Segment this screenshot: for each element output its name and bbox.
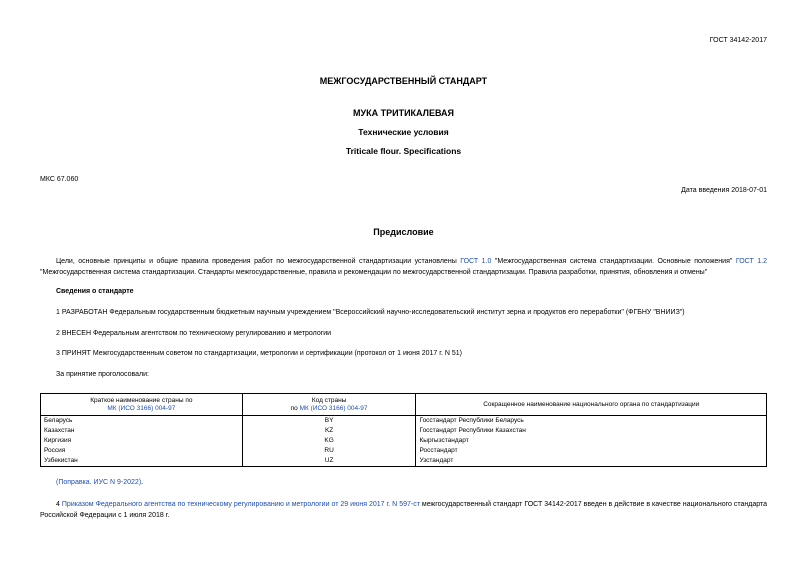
table-row xyxy=(41,446,767,456)
item-submitted-by: 2 ВНЕСЕН Федеральным агентством по техническому регулированию и метрологии xyxy=(56,330,332,337)
country-code: UZ xyxy=(242,456,416,467)
table-row xyxy=(41,456,767,467)
country-code: KG xyxy=(242,436,416,446)
standards-body: Узстандарт xyxy=(416,456,767,467)
column-header-body: Сокращенное наименование национального органа по стандартизации xyxy=(416,394,767,416)
gost-1-0-link[interactable]: ГОСТ 1.0 xyxy=(460,258,492,265)
country-code: BY xyxy=(242,416,416,427)
foreword-heading: Предисловие xyxy=(373,227,434,237)
correction-link[interactable]: (Поправка. ИУС N 9-2022) xyxy=(56,479,142,486)
item-developed-by: 1 РАЗРАБОТАН Федеральным государственным бюджетным научным учреждением "Всероссийский научно-исследовательский институт зерна и продуктов его переработки" (ФГБНУ "ВНИИЗ") xyxy=(56,309,685,316)
country-code: KZ xyxy=(242,426,416,436)
voted-label: За принятие проголосовали: xyxy=(56,371,149,378)
standard-info-heading: Сведения о стандарте xyxy=(56,288,134,295)
column-header-code-line1: Код страны xyxy=(311,396,347,404)
column-header-country-line1: Краткое наименование страны по xyxy=(90,396,193,404)
country-name: Беларусь xyxy=(41,416,243,427)
foreword-text-mid: "Межгосударственная система стандартизации. Основные положения" xyxy=(491,258,736,265)
table-header-row xyxy=(41,394,767,416)
column-header-code xyxy=(242,394,416,416)
table-row xyxy=(41,416,767,427)
mks-code: МКС 67.060 xyxy=(40,176,79,183)
column-header-country xyxy=(41,394,243,416)
country-name: Казахстан xyxy=(41,426,243,436)
countries-table xyxy=(40,393,767,467)
item4-rest: межгосударственный стандарт ГОСТ 34142-2017 введен в действие в качестве национального стандарта Российской Федерации с 1 июля 2018 г. xyxy=(40,501,767,519)
country-name: Узбекистан xyxy=(41,456,243,467)
subtitle: Технические условия xyxy=(358,127,449,137)
standards-body: Кыргызстандарт xyxy=(416,436,767,446)
column-header-code-prefix: по xyxy=(290,404,300,412)
country-name: Россия xyxy=(41,446,243,456)
item-enacted-paragraph xyxy=(40,499,767,521)
document-code: ГОСТ 34142-2017 xyxy=(709,37,767,44)
item-adopted-by: 3 ПРИНЯТ Межгосударственным советом по стандартизации, метрологии и сертификации (протокол от 1 июня 2017 г. N 51) xyxy=(56,350,462,357)
order-link[interactable]: Приказом Федерального агентства по техническому регулированию и метрологии от 29 июня 2017 г. N 597-ст xyxy=(61,501,420,508)
standards-body: Госстандарт Республики Казахстан xyxy=(416,426,767,436)
foreword-paragraph xyxy=(40,256,767,278)
table-row xyxy=(41,426,767,436)
gost-1-2-link[interactable]: ГОСТ 1.2 xyxy=(735,258,767,265)
correction-suffix: . xyxy=(141,479,144,486)
standards-body: Госстандарт Республики Беларусь xyxy=(416,416,767,427)
correction-note xyxy=(56,479,143,486)
standards-body: Росстандарт xyxy=(416,446,767,456)
country-name: Киргизия xyxy=(41,436,243,446)
product-title: МУКА ТРИТИКАЛЕВАЯ xyxy=(353,108,454,118)
subtitle-english: Triticale flour. Specifications xyxy=(345,146,462,156)
foreword-text-end: "Межгосударственная система стандартизации. Стандарты межгосударственные, правила и рекомендации по межгосударственной стандартизации. Правила разработки, принятия, обновления и отмены" xyxy=(40,269,708,276)
foreword-text-start: Цели, основные принципы и общие правила проведения работ по межгосударственной стандартизации установлены xyxy=(56,258,461,265)
standard-type-title: МЕЖГОСУДАРСТВЕННЫЙ СТАНДАРТ xyxy=(319,76,488,86)
item4-prefix: 4 xyxy=(56,501,62,508)
mk-iso-3166-link-2[interactable]: МК (ИСО 3166) 004-97 xyxy=(299,404,368,412)
mk-iso-3166-link[interactable]: МК (ИСО 3166) 004-97 xyxy=(107,404,176,412)
country-code: RU xyxy=(242,446,416,456)
table-row xyxy=(41,436,767,446)
introduction-date: Дата введения 2018-07-01 xyxy=(681,187,767,194)
